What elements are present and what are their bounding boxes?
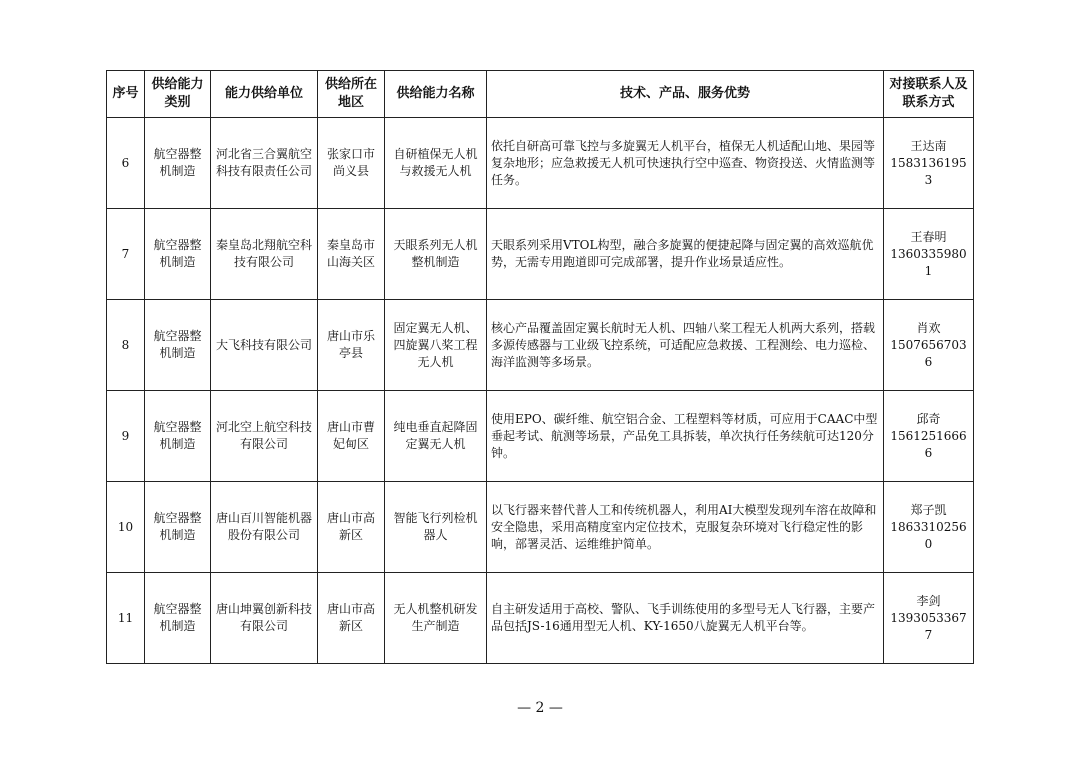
cell-capability: 天眼系列无人机整机制造 — [385, 209, 487, 300]
cell-category: 航空器整机制造 — [145, 573, 211, 664]
contact-name: 王春明 — [910, 229, 947, 244]
cell-contact — [884, 391, 974, 482]
cell-region: 唐山市乐亭县 — [318, 300, 385, 391]
contact-phone: 13930533677 — [890, 610, 967, 642]
cell-index: 9 — [107, 391, 145, 482]
contact-phone: 15831361953 — [890, 155, 967, 187]
cell-capability: 自研植保无人机与救援无人机 — [385, 118, 487, 209]
contact-name: 邱奇 — [916, 411, 941, 426]
contact-name: 肖欢 — [916, 320, 941, 335]
cell-advantage: 使用EPO、碳纤维、航空铝合金、工程塑料等材质，可应用于CAAC中型垂起考试、航测等场景，产品免工具拆装，单次执行任务续航可达120分钟。 — [487, 391, 884, 482]
cell-contact — [884, 209, 974, 300]
cell-unit: 秦皇岛北翔航空科技有限公司 — [211, 209, 318, 300]
cell-advantage: 核心产品覆盖固定翼长航时无人机、四轴八桨工程无人机两大系列，搭载多源传感器与工业级飞控系统，可适配应急救援、工程测绘、电力巡检、海洋监测等多场景。 — [487, 300, 884, 391]
cell-index: 10 — [107, 482, 145, 573]
cell-contact — [884, 482, 974, 573]
header-index: 序号 — [107, 71, 145, 118]
cell-unit: 大飞科技有限公司 — [211, 300, 318, 391]
table-row — [107, 209, 974, 300]
table-row — [107, 573, 974, 664]
header-advantage: 技术、产品、服务优势 — [487, 71, 884, 118]
contact-phone: 13603359801 — [890, 246, 967, 278]
cell-advantage: 天眼系列采用VTOL构型，融合多旋翼的便捷起降与固定翼的高效巡航优势，无需专用跑道即可完成部署，提升作业场景适应性。 — [487, 209, 884, 300]
cell-advantage: 依托自研高可靠飞控与多旋翼无人机平台，植保无人机适配山地、果园等复杂地形；应急救援无人机可快速执行空中巡查、物资投送、火情监测等任务。 — [487, 118, 884, 209]
cell-category: 航空器整机制造 — [145, 482, 211, 573]
cell-contact — [884, 300, 974, 391]
table-header-row — [107, 71, 974, 118]
cell-index: 11 — [107, 573, 145, 664]
cell-category: 航空器整机制造 — [145, 300, 211, 391]
header-contact: 对接联系人及联系方式 — [884, 71, 974, 118]
contact-name: 郑子凯 — [910, 502, 947, 517]
cell-region: 唐山市高新区 — [318, 482, 385, 573]
cell-region: 秦皇岛市山海关区 — [318, 209, 385, 300]
cell-contact — [884, 573, 974, 664]
cell-category: 航空器整机制造 — [145, 391, 211, 482]
cell-capability: 无人机整机研发生产制造 — [385, 573, 487, 664]
page-number: — 2 — — [517, 700, 563, 716]
cell-region: 唐山市高新区 — [318, 573, 385, 664]
cell-category: 航空器整机制造 — [145, 118, 211, 209]
table-row — [107, 391, 974, 482]
cell-index: 7 — [107, 209, 145, 300]
table-row — [107, 300, 974, 391]
cell-capability: 纯电垂直起降固定翼无人机 — [385, 391, 487, 482]
cell-region: 唐山市曹妃甸区 — [318, 391, 385, 482]
cell-index: 6 — [107, 118, 145, 209]
cell-capability: 固定翼无人机、四旋翼八桨工程无人机 — [385, 300, 487, 391]
supply-capability-table — [106, 70, 974, 664]
cell-advantage: 以飞行器来替代普人工和传统机器人，利用AI大模型发现列车溶在故障和安全隐患，采用高精度室内定位技术，克服复杂环境对飞行稳定性的影响，部署灵活、运维维护简单。 — [487, 482, 884, 573]
cell-index: 8 — [107, 300, 145, 391]
cell-unit: 唐山坤翼创新科技有限公司 — [211, 573, 318, 664]
contact-name: 李剑 — [916, 593, 941, 608]
cell-unit: 河北省三合翼航空科技有限责任公司 — [211, 118, 318, 209]
cell-unit: 唐山百川智能机器股份有限公司 — [211, 482, 318, 573]
header-capability: 供给能力名称 — [385, 71, 487, 118]
cell-region: 张家口市尚义县 — [318, 118, 385, 209]
cell-contact — [884, 118, 974, 209]
cell-capability: 智能飞行列检机器人 — [385, 482, 487, 573]
cell-unit: 河北空上航空科技有限公司 — [211, 391, 318, 482]
contact-phone: 15612516666 — [890, 428, 967, 460]
contact-phone: 18633102560 — [890, 519, 967, 551]
contact-phone: 15076567036 — [890, 337, 967, 369]
contact-name: 王达南 — [910, 138, 947, 153]
table-row — [107, 482, 974, 573]
table-row — [107, 118, 974, 209]
cell-category: 航空器整机制造 — [145, 209, 211, 300]
header-unit: 能力供给单位 — [211, 71, 318, 118]
cell-advantage: 自主研发适用于高校、警队、飞手训练使用的多型号无人飞行器，主要产品包括JS-16通用型无人机、KY-1650八旋翼无人机平台等。 — [487, 573, 884, 664]
header-category: 供给能力类别 — [145, 71, 211, 118]
header-region: 供给所在地区 — [318, 71, 385, 118]
